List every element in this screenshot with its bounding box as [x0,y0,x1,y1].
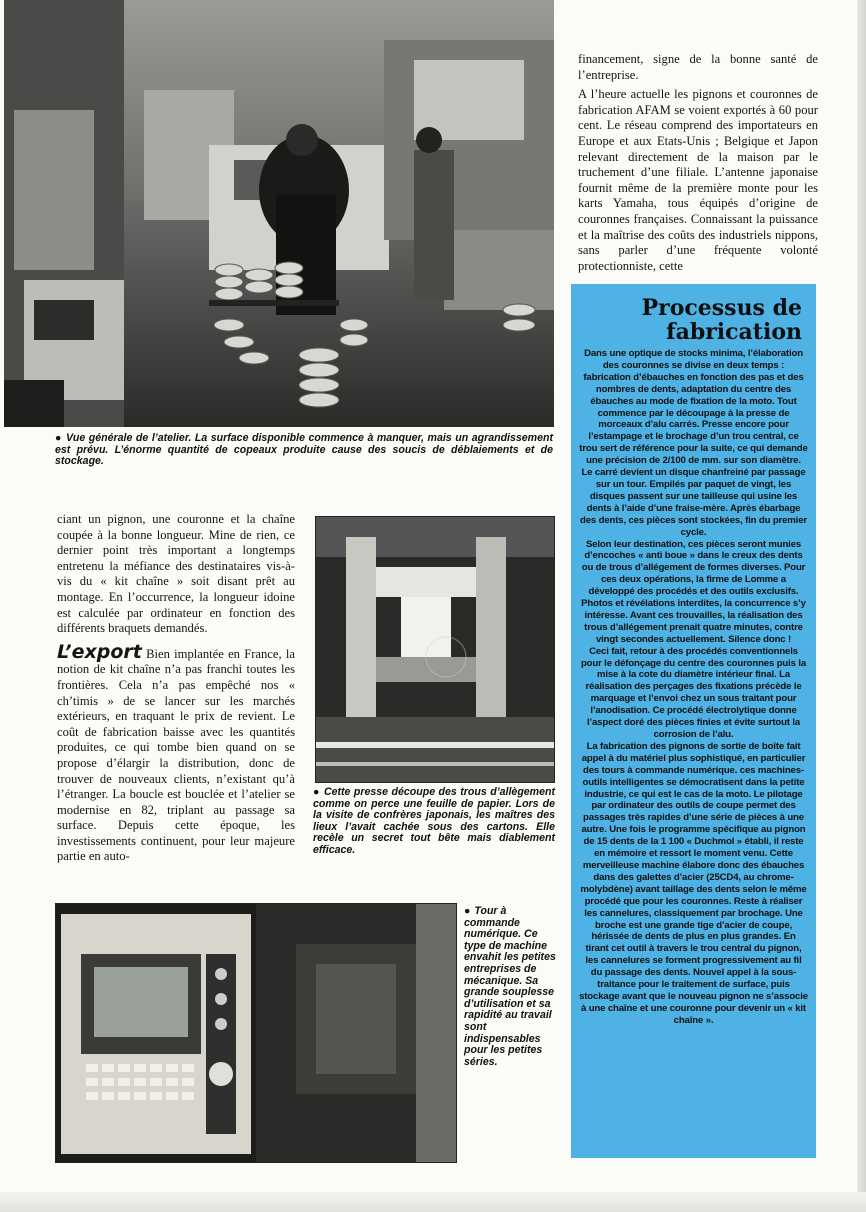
paragraph: A l’heure actuelle les pignons et couronnes de fabrication AFAM se voient exportés à 60 pour cent. Le réseau comprend des importateurs en Europe et aux Etats-Unis ; Belgique et Japon relevant directement de la maison par le truchement d’une filiale. L’antenne japonaise fournit même de la première monte pour les karts Yamaha, tous équipés d’origine de couronnes françaises. Connaissant la puissance et la maîtrise des coûts des industriels nippons, sans parler d’une fréquente volonté protectionniste, cette [578,87,818,273]
workshop-caption [55,433,553,468]
press-photo [315,516,555,783]
page-bottom-edge [0,1192,866,1212]
sidebar-paragraph: La fabrication des pignons de sortie de boîte fait appel à du matériel plus sophistiqué, en particulier des tours à commande numérique. ces machines-outils intelligentes se démocratisent dans la petite industrie, ce qui est le cas de la moto. Le pilotage par ordinateur des outils de coupe permet des passages très rapides d’une série de pièces à une autre. Une fois le programme spécifique au pignon de 15 dents de la 1 100 « Duchmol » établi, il reste en mémoire et ressort le moment venu. Cette merveilleuse machine élabore donc des ébauches dans des galettes d’acier (25CD4, au chrome-molybdène) avant taillage des dents selon le même procédé que pour les couronnes. Reste à réaliser les cannelures, classiquement par brochage. Une broche est une grande tige d’acier de coupe, hérissée de dents de plus en plus grandes. En tirant cet outil à travers le trou central du pignon, les cannelures se forment progressivement au fil du passage des dents. Nouvel appel à la sous-traitance pour le traitement de surface, puis stockage avant que le nouveau pignon ne s’associe à une chaîne et une couronne pour devenir un « kit chaîne ». [579,740,808,1026]
sidebar-title [642,296,802,344]
cnc-lathe-photo-graphic [56,904,456,1162]
bullet-icon: ● [464,905,471,917]
sidebar-paragraph: Dans une optique de stocks minima, l’élaboration des couronnes se divise en deux temps : fabrication d’ébauches en fonction des pas et des nombres de dents, adaptation du centre des ébauches au mode de fixation de la moto. Tout commence par le découpage à la presse de morceaux d’alu carrés. Presse encore pour l’estampage et le brochage d’un trou central, ce trou sert de référence pour la suite, ce qui demande une précision de 2/100 de mm. sur son diamètre. [579,348,808,467]
text-column-right-top [578,52,818,278]
bullet-icon: ● [55,432,63,444]
sidebar-body [579,348,808,1027]
paragraph: ciant un pignon, une couronne et la chaîne coupée à la bonne longueur. Mine de rien, ce dernier point très important a longtemps entretenu la méfiance des destinataires vis-à-vis du « kit chaîne » soit disant prêt au montage. En l’occurrence, la longueur idoine est calculée par ordinateur en fonction des différents braquets demandés. [57,512,295,636]
export-heading: L’export [57,640,142,663]
press-photo-graphic [316,517,554,782]
sidebar-paragraph: Le carré devient un disque chanfreiné par passage sur un tour. Empilés par paquet de vingt, les disques passent sur une tailleuse qui usine les dents à l’aide d’une fraise-mère. Après ébarbage des dents, ces pièces sont stockées, fin du premier cycle. [580,467,807,538]
text-column-left [57,512,295,869]
export-text: Bien implantée en France, la notion de kit chaîne n’a pas franchi toutes les frontières. Cela n’a pas empêché nos « ch’timis » de se lancer sur les marchés extérieurs, en traquant le prix de revient. Le coût de fabrication baisse avec les quantités produites, ce qui tombe bien quand on se propose d’élargir la distribution, donc de trouver de nouveaux clients, n’existant qu’à l’étranger. La boucle est bouclée et l’atelier se modernise en 82, triplant au passage sa surface. Depuis cette époque, les investissements continuent, pour leur majeure partie en auto- [57,646,295,864]
workshop-photo [4,0,554,427]
paragraph: financement, signe de la bonne santé de l’entreprise. [578,52,818,82]
cnc-lathe-photo [55,903,457,1163]
lathe-caption [464,906,556,1068]
sidebar-paragraph: Ceci fait, retour à des procédés conventionnels pour le défonçage du centre des couronnes puis la mise à la cote du diamètre intérieur final. La réalisation des perçages des fixations précède le marquage et l’envoi chez un sous traitant pour l’anodisation. Ce procédé électrolytique donne l’aspect doré des pièces finies et évite surtout la corrosion de l’alu. [580,645,807,740]
press-caption [313,787,555,857]
workshop-photo-graphic [4,0,554,427]
press-caption-text: Cette presse découpe des trous d’allègement comme on perce une feuille de papier. Lors de la visite de confrères japonais, les maîtres des lieux l’avait cachée sous des cartons. Elle recèle un secret tout bête mais diablement efficace. [313,786,555,856]
process-sidebar [571,284,816,1158]
bullet-icon: ● [313,786,320,798]
paragraph-export [57,640,295,865]
sidebar-title-line2: fabrication [666,319,802,345]
sidebar-paragraph: Selon leur destination, ces pièces seront munies d’encoches « anti boue » dans le creux des dents ou de trous d’allégement de formes diverses. Pour ces deux opérations, la firme de Lomme a développé des procédés et des outils exclusifs. Photos et révélations interdites, la concurrence s’y intéresse. Avant ces trouvailles, la réalisation des trous d’allégement prenait quatre minutes, contre vingt secondes actuellement. Silence donc ! [581,538,806,645]
workshop-caption-text: Vue générale de l’atelier. La surface disponible commence à manquer, mais un agrandissement est prévu. L’énorme quantité de copeaux produite cause des soucis de déblaiements et de stockage. [55,432,553,468]
lathe-caption-text: Tour à commande numérique. Ce type de machine envahit les petites entreprises de mécanique. Sa grande souplesse d’utilisation et sa rapidité au travail sont indispensables pour les petites séries. [464,905,556,1068]
sidebar-title-line1: Processus de [641,295,802,321]
page-edge [857,0,866,1212]
